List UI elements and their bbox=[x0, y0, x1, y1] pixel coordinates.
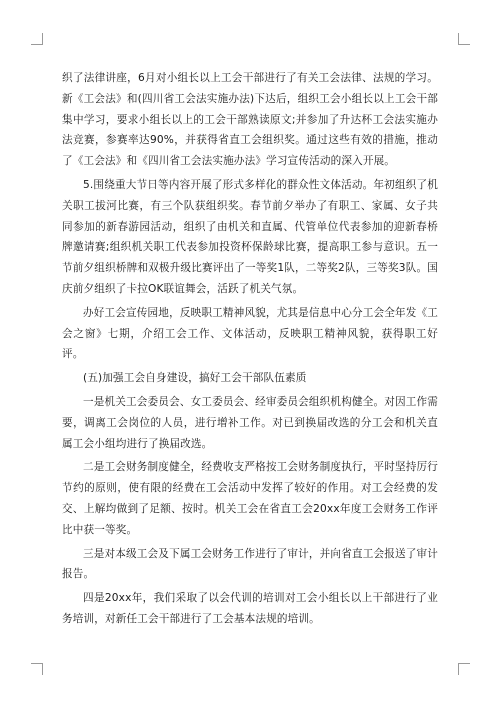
crop-mark-bottom-left bbox=[31, 663, 43, 675]
paragraph-committee-organization: 一是机关工会委员会、女工委员会、经审委员会组织机构健全。对因工作需要，调离工会岗位的人员，进行增补工作。对已到换届改选的分工会和机关直属工会小组均进行了换届改选。 bbox=[62, 395, 438, 450]
crop-mark-bottom-right bbox=[458, 663, 470, 675]
paragraph-publicity-board: 办好工会宣传园地，反映职工精神风貌，尤其是信息中心分工会全年发《工会之窗》七期，介绍工会工作、文体活动，反映职工精神风貌，获得职工好评。 bbox=[62, 306, 438, 361]
crop-mark-top-right bbox=[458, 33, 470, 45]
paragraph-audit: 三是对本级工会及下属工会财务工作进行了审计，并向省直工会报送了审计报告。 bbox=[62, 547, 438, 581]
paragraph-financial-system: 二是工会财务制度健全，经费收支严格按工会财务制度执行，平时坚持厉行节约的原则，使有限的经费在工会活动中发挥了较好的作用。对工会经费的发交、上解均做到了足额、按时。机关工会在省直工会20xx年度工会财务工作评比中获一等奖。 bbox=[62, 461, 438, 536]
paragraph-training: 四是20xx年，我们采取了以会代训的培训对工会小组长以上干部进行了业务培训，对新任工会干部进行了工会基本法规的培训。 bbox=[62, 592, 438, 625]
paragraph-law-study: 织了法律讲座，6月对小组长以上工会干部进行了有关工会法律、法规的学习。新《工会法》和(四川省工会法实施办法)下达后，组织工会小组长以上工会干部集中学习，要求小组长以上的工会干部熟读原文;并参加了升达杯工会法实施办法竞赛，参赛率达90%，并获得省直工会组织奖。通过这些有效的措施，推动了《工会法》和《四川省工会法实施办法》学习宣传活动的深入开展。 bbox=[62, 72, 438, 168]
document-body bbox=[62, 68, 438, 633]
section-heading-self-construction: (五)加强工会自身建设，搞好工会干部队伍素质 bbox=[83, 372, 307, 385]
paragraph-cultural-activities: 5.围绕重大节日等内容开展了形式多样化的群众性文体活动。年初组织了机关职工拔河比赛，有三个队获组织奖。春节前夕举办了有职工、家属、女子共同参加的新春游园活动，组织了由机关和直属、代管单位代表参加的迎新春桥牌邀请赛;组织机关职工代表参加投资杯保龄球比赛，提高职工参与意识。五一节前夕组织桥牌和双极升级比赛评出了一等奖1队，二等奖2队，三等奖3队。国庆前夕组织了卡拉OK联谊舞会，活跃了机关气氛。 bbox=[62, 178, 438, 295]
crop-mark-top-left bbox=[31, 33, 43, 45]
